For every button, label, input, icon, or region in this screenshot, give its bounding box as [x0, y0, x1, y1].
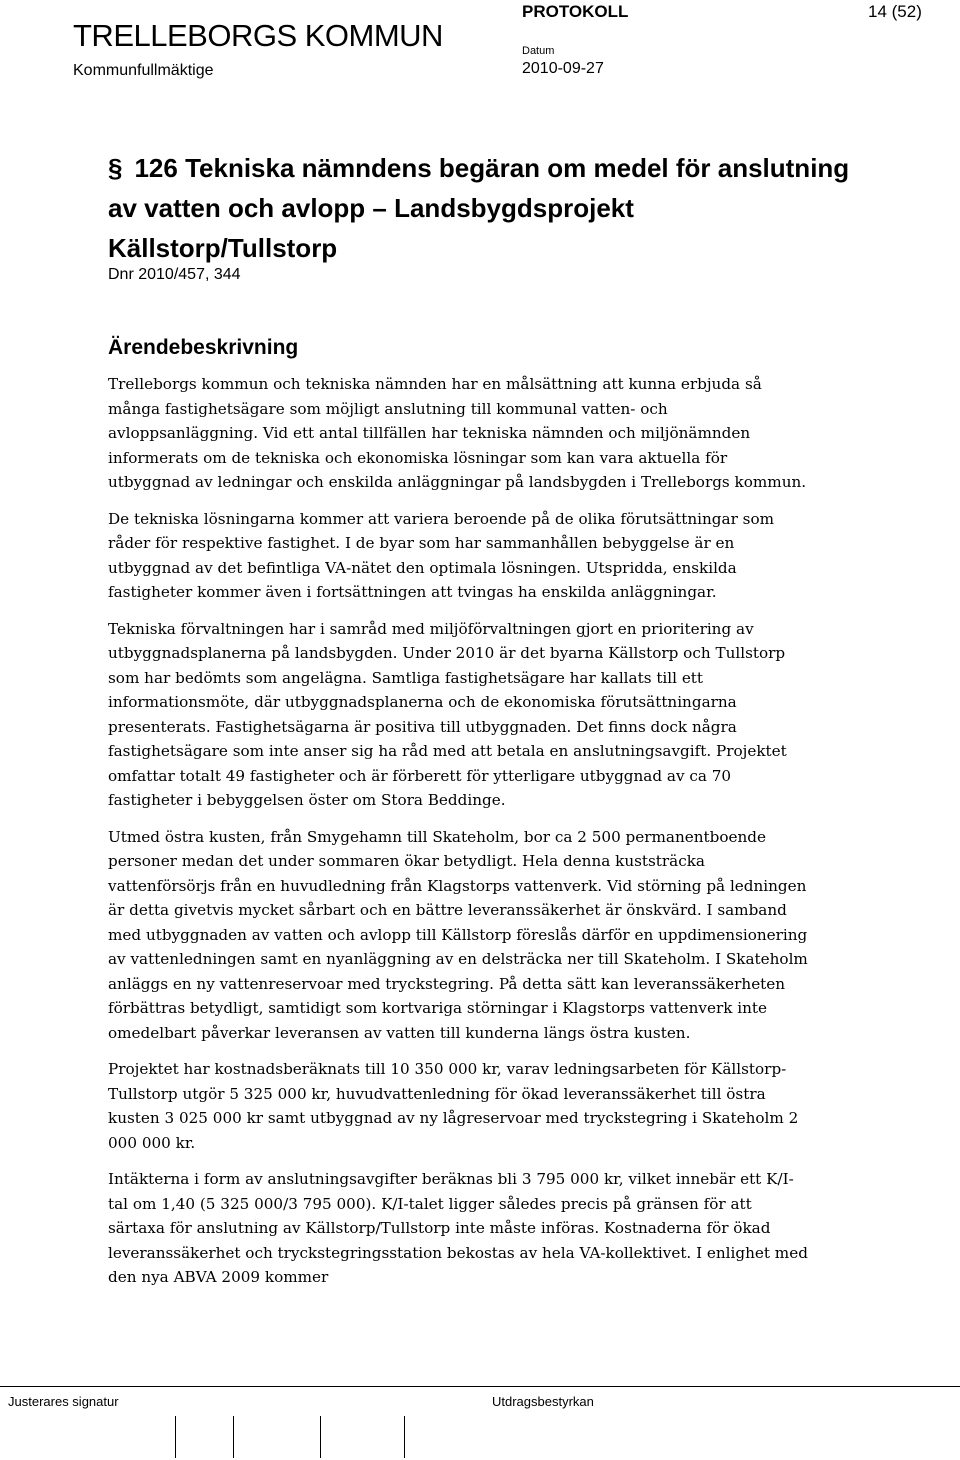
paragraph: De tekniska lösningarna kommer att variera beroende på de olika förutsättningar som råder för respektive fastighet. I de byar som har sammanhållen bebyggelse är en utbyggnad av det befintliga VA-nätet den optimala lösningen. Utspridda, enskilda fastigheter kommer även i fortsättningen att tvingas ha enskilda anläggningar.: [108, 509, 775, 601]
footer-divider: [0, 1386, 960, 1387]
paragraph: Trelleborgs kommun och tekniska nämnden har en målsättning att kunna erbjuda så många fastighetsägare som möjligt anslutning till kommunal vatten- och avloppsanläggning. Vid ett antal tillfällen har tekniska nämnden och miljönämnden informerats om de tekniska och ekonomiska lösningar som kan vara aktuella för utbyggnad av ledningar och enskilda anläggningar på landsbygden i Trelleborgs kommun.: [108, 375, 807, 491]
signature-box-divider: [175, 1416, 176, 1458]
document-type: PROTOKOLL: [522, 2, 629, 21]
page-number: 14 (52): [868, 2, 922, 21]
page-header: [0, 0, 960, 100]
extract-label: Utdragsbestyrkan: [492, 1394, 594, 1409]
section-symbol: §: [108, 153, 123, 183]
paragraph: Utmed östra kusten, från Smygehamn till Skateholm, bor ca 2 500 permanentboende personer medan det under sommaren ökar betydligt. Hela denna kuststräcka vattenförsörjs från en huvudledning från Klagstorps vattenverk. Vid störning på ledningen är detta givetvis mycket sårbart och en bättre leveranssäkerhet är önskvärd. I samband med utbyggnaden av vatten och avlopp till Källstorp föreslås därför en uppdimensionering av vattenledningen samt en nyanläggning av en delsträcka ner till Skateholm. I Skateholm anläggs en ny vattenreservoar med tryckstegring. På detta sätt kan leveranssäkerheten förbättras betydligt, samtidigt som kortvariga störningar i Klagstorps vattenverk inte omedelbart påverkar leveransen av vatten till kunderna längs östra kusten.: [108, 827, 808, 1042]
date-value: 2010-09-27: [522, 60, 604, 77]
page-footer: [0, 1386, 960, 1460]
signature-box-divider: [404, 1416, 405, 1458]
paragraph: Tekniska förvaltningen har i samråd med miljöförvaltningen gjort en prioritering av utbyggnadsplanerna på landsbygden. Under 2010 är det byarna Källstorp och Tullstorp som har bedömts som angelägna. Samtliga fastighetsägare har kallats till ett informationsmöte, där utbyggnadsplanerna och de ekonomiska förutsättningarna presenterats. Fastighetsägarna är positiva till utbyggnaden. Det finns dock några fastighetsägare som inte anser sig ha råd med att betala en anslutningsavgift. Projektet omfattar totalt 49 fastigheter och är förberett för ytterligare utbyggnad av ca 70 fastigheter i bebyggelsen öster om Stora Beddinge.: [108, 619, 787, 809]
section-title: [108, 148, 868, 268]
date-label: Datum: [522, 45, 555, 57]
case-number: Dnr 2010/457, 344: [108, 266, 241, 283]
subheading: Ärendebeskrivning: [108, 336, 299, 359]
paragraph: Intäkterna i form av anslutningsavgifter beräknas bli 3 795 000 kr, vilket innebär ett K/I-tal om 1,40 (5 325 000/3 795 000). K/I-talet ligger således precis på gränsen för att särtaxa för anslutning av Källstorp/Tullstorp inte måste införas. Kostnaderna för ökad leveranssäkerhet och tryckstegringsstation bekostas av hela VA-kollektivet. I enlighet med den nya ABVA 2009 kommer: [108, 1170, 808, 1286]
paragraph: Projektet har kostnadsberäknats till 10 350 000 kr, varav ledningsarbeten för Källstorp-Tullstorp utgör 5 325 000 kr, huvudvattenledning för ökad leveranssäkerhet till östra kusten 3 025 000 kr samt utbyggnad av ny lågreservoar med tryckstegring i Skateholm 2 000 000 kr.: [108, 1060, 799, 1152]
section-title-text: 126 Tekniska nämndens begäran om medel för anslutning av vatten och avlopp – Landsbygdsprojekt Källstorp/Tullstorp: [108, 153, 850, 263]
signature-box-divider: [233, 1416, 234, 1458]
body-text: [108, 372, 808, 1302]
org-name: TRELLEBORGS KOMMUN: [73, 18, 443, 53]
signature-label: Justerares signatur: [8, 1394, 119, 1409]
org-department: Kommunfullmäktige: [73, 62, 214, 79]
signature-box-divider: [320, 1416, 321, 1458]
